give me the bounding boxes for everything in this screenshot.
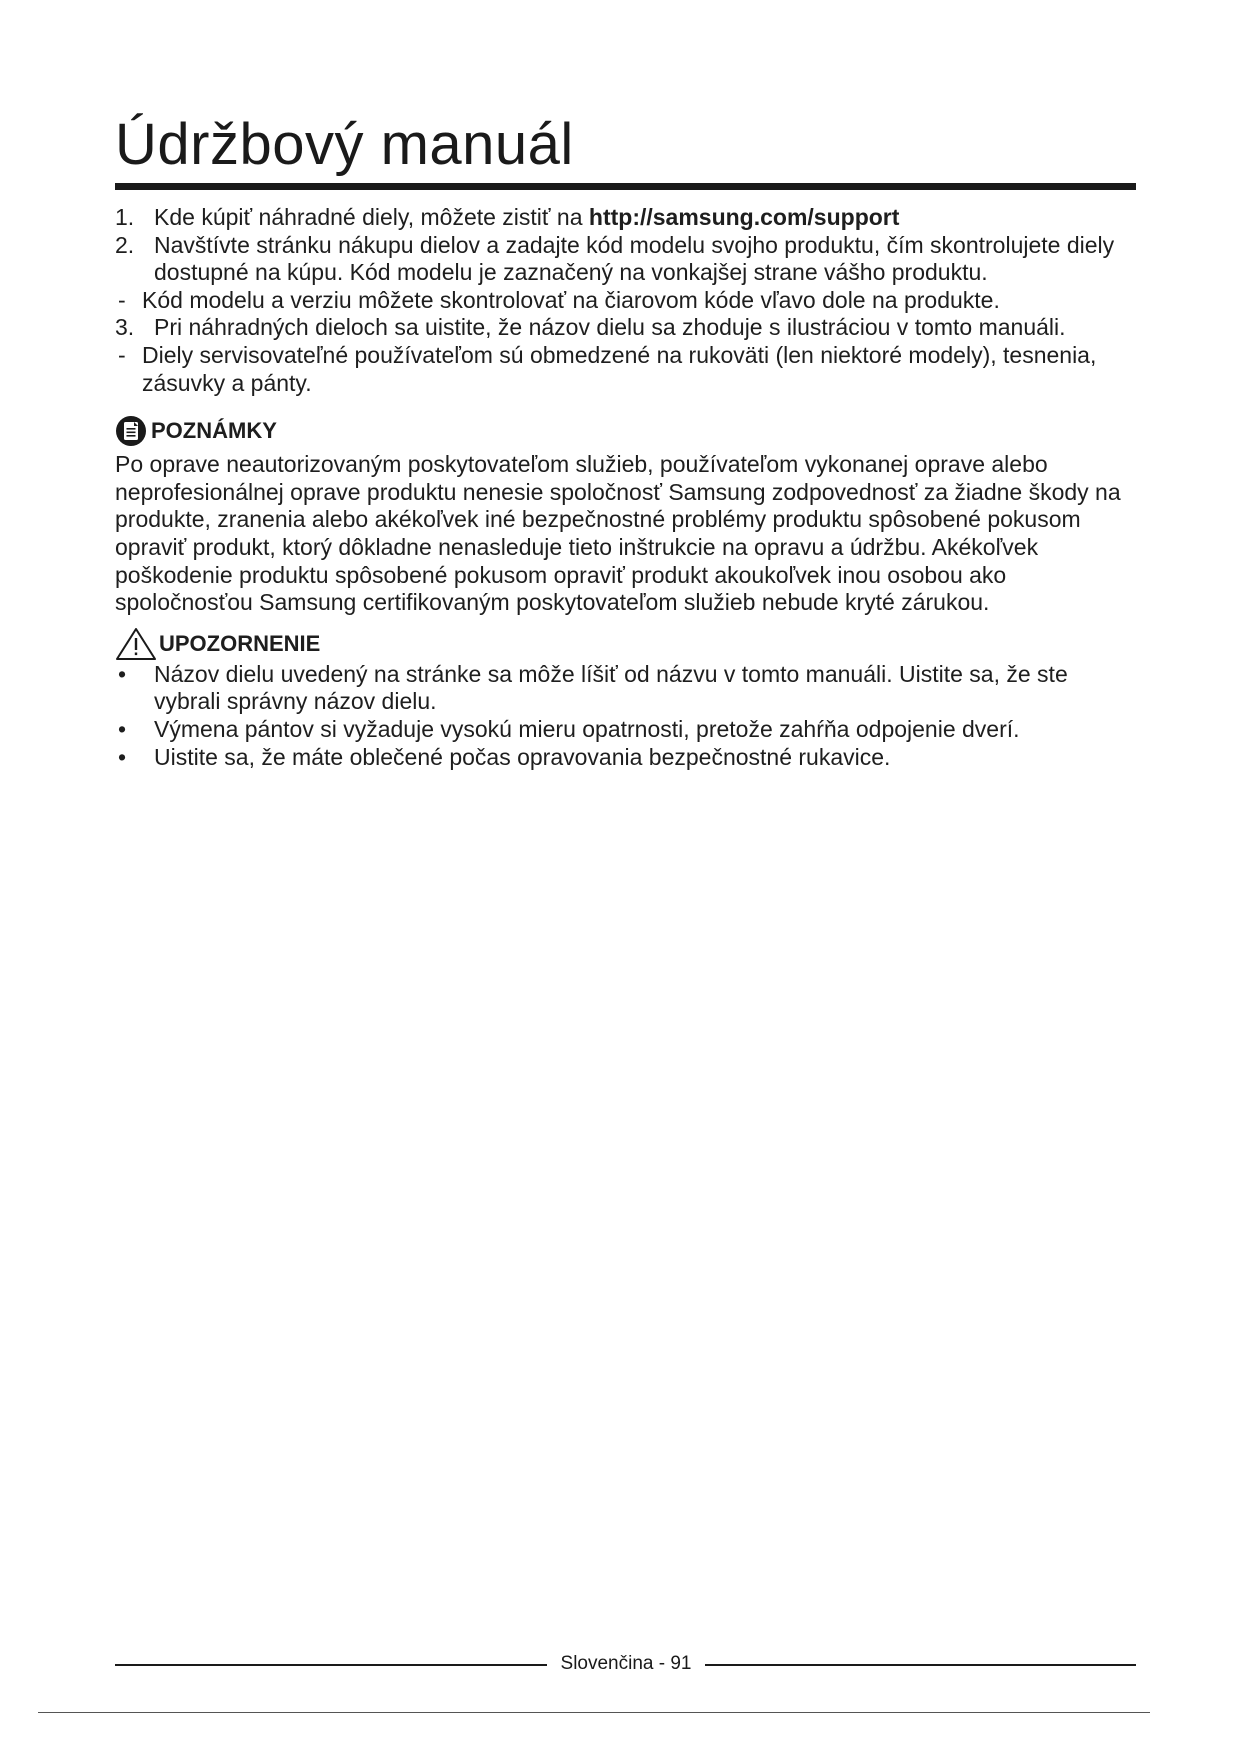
caution-heading-text: UPOZORNENIE — [159, 630, 321, 656]
bottom-divider — [38, 1712, 1150, 1713]
step-text: Kde kúpiť náhradné diely, môžete zistiť na — [154, 204, 589, 230]
step-text: Navštívte stránku nákupu dielov a zadajte kód modelu svojho produktu, čím skontrolujete diely dostupné na kúpu. Kód modelu je zaznačený na vonkajšej strane vášho produktu. — [154, 231, 1115, 286]
title-rule — [115, 183, 1136, 190]
bullet-marker: • — [118, 743, 127, 770]
notes-icon — [115, 415, 147, 447]
step-item — [115, 232, 1136, 287]
dash-marker: - — [118, 286, 126, 313]
step-number: 1. — [115, 204, 135, 230]
step-text: Pri náhradných dieloch sa uistite, že názov dielu sa zhoduje s ilustráciou v tomto manuáli. — [154, 314, 1066, 341]
footer-rule-left — [115, 1664, 547, 1666]
caution-heading — [115, 627, 1136, 661]
subitem-text: Kód modelu a verziu môžete skontrolovať na čiarovom kóde vľavo dole na produkte. — [142, 286, 1000, 313]
notes-heading — [115, 415, 1136, 447]
caution-item — [115, 716, 1136, 744]
caution-item-text: Výmena pántov si vyžaduje vysokú mieru opatrnosti, pretože zahŕňa odpojenie dverí. — [154, 715, 1020, 742]
steps-list — [115, 204, 1136, 397]
caution-item — [115, 744, 1136, 772]
footer-rule-right — [705, 1664, 1136, 1666]
page-footer: Slovenčina - 91 — [560, 1653, 692, 1674]
step-item — [115, 204, 1136, 232]
caution-item — [115, 661, 1136, 716]
page-title: Údržbový manuál — [115, 112, 574, 177]
subitem-text: Diely servisovateľné používateľom sú obmedzené na rukoväti (len niektoré modely), tesnenia, zásuvky a pánty. — [142, 341, 1097, 396]
bullet-marker: • — [118, 660, 127, 687]
notes-body: Po oprave neautorizovaným poskytovateľom služieb, používateľom vykonanej oprave alebo neprofesionálnej oprave produktu nenesie spoločnosť Samsung zodpovednosť za žiadne škody na produkte, zranenia alebo akékoľvek iné bezpečnostné problémy produktu spôsobené pokusom opraviť produkt, ktorý dôkladne nenasleduje tieto inštrukcie na opravu a údržbu. Akékoľvek poškodenie produktu spôsobené pokusom opraviť produkt akoukoľvek inou osobou ako spoločnosťou Samsung certifikovaným poskytovateľom služieb nebude kryté zárukou. — [115, 451, 1121, 616]
step-subitem — [76, 287, 1136, 315]
step-item — [115, 314, 1136, 342]
caution-list — [115, 661, 1136, 771]
warning-icon — [115, 627, 157, 661]
step-subitem — [76, 342, 1136, 397]
content — [115, 204, 1136, 771]
step-number: 3. — [115, 314, 135, 341]
notes-heading-text: POZNÁMKY — [151, 418, 277, 444]
step-number: 2. — [115, 231, 135, 258]
support-link[interactable]: http://samsung.com/support — [588, 204, 900, 230]
caution-item-text: Názov dielu uvedený na stránke sa môže líšiť od názvu v tomto manuáli. Uistite sa, že ste vybrali správny názov dielu. — [154, 660, 1068, 715]
caution-item-text: Uistite sa, že máte oblečené počas opravovania bezpečnostné rukavice. — [154, 743, 891, 770]
bullet-marker: • — [118, 715, 127, 742]
dash-marker: - — [118, 341, 126, 368]
